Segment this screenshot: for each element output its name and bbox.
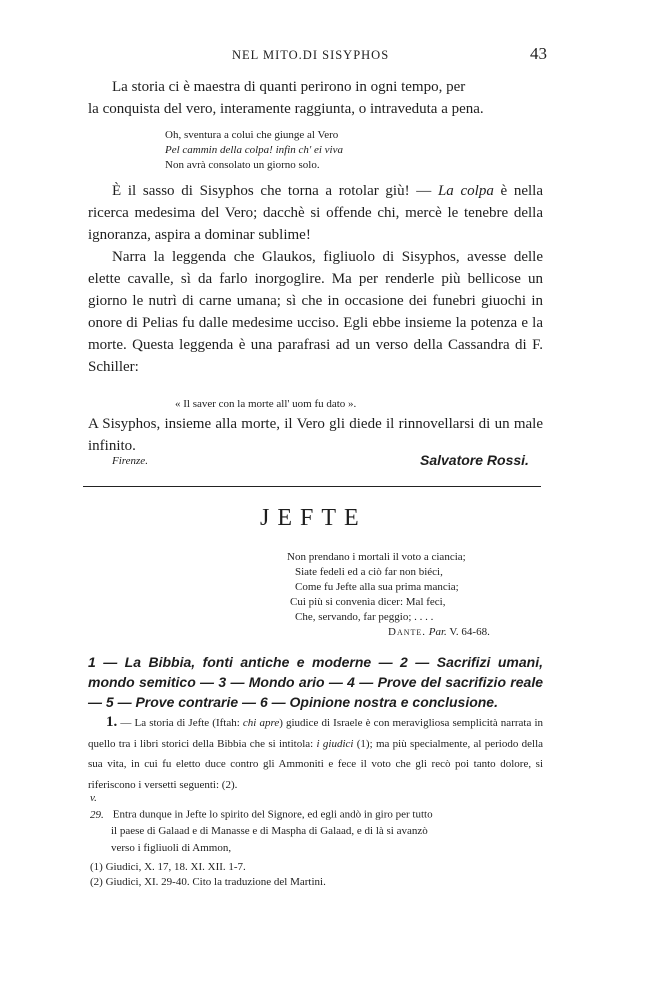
epigraph xyxy=(287,550,466,625)
section-divider xyxy=(83,486,541,487)
chapter-summary: 1 — La Bibbia, fonti antiche e moderne — 2 — Sacrifizi umani, mondo semitico — 3 — Mondo ario — 4 — Prove del sacrifizio reale — 5 — Prove contrarie — 6 — Opinione nostra e conclusione. xyxy=(88,654,543,710)
footnote-2: (2) Giudici, XI. 29-40. Cito la traduzione del Martini. xyxy=(90,876,326,888)
verse-quote-sventura xyxy=(165,128,343,173)
signature-place: Firenze. xyxy=(112,455,148,467)
verse-number: v. 29. xyxy=(90,792,104,821)
epigraph-citation xyxy=(388,626,490,638)
section-text: — La storia di Jefte (Iftah: xyxy=(120,717,240,729)
paragraph-intro-line1: La storia ci è maestra di quanti perirono in ogni tempo, per xyxy=(112,79,466,95)
citation-author: Dante. xyxy=(388,626,427,638)
section-text: ) giudice di Israele è con meravigliosa semplicità narrata in quello tra i libri storici della Bibbia che si intitola: xyxy=(88,717,544,750)
verse-line: Non avrà consolato un giorno solo. xyxy=(165,159,320,171)
citation-work: Par. xyxy=(428,626,447,638)
epigraph-line: Non prendano i mortali il voto a ciancia; xyxy=(287,551,466,563)
paragraph-glaukos: Narra la leggenda che Glaukos, figliuolo di Sisyphos, avesse delle elette cavalle, sì da farlo inorgoglire. Ma per renderle più bellicose un giorno le nutrì di carne umana; sì che in occasione dei funebri giuochi in onore di Pelias fu dalle medesime ucciso. Egli ebbe insieme la potenza e la morte. Questa leggenda è una parafrasi ad un verso della Cassandra di F. Schiller: xyxy=(88,249,543,375)
bible-quote-line: il paese di Galaad e di Manasse e di Maspha di Galaad, e di là si avanzò xyxy=(111,825,428,837)
citation-ref: V. 64-68. xyxy=(449,626,490,638)
paragraph-sasso-start: È il sasso di Sisyphos che torna a rotolar giù! — xyxy=(112,183,432,199)
chapter-title: JEFTE xyxy=(260,505,367,531)
bible-quote-line: verso i figliuoli di Ammon, xyxy=(111,841,232,854)
epigraph-line: Come fu Jefte alla sua prima mancia; xyxy=(295,581,459,593)
epigraph-line: Siate fedeli ed a ciò far non biéci, xyxy=(295,566,443,578)
footnote-1: (1) Giudici, X. 17, 18. XI. XII. 1-7. xyxy=(90,861,246,873)
verse-line: Pel cammin della colpa! infin ch' ei viva xyxy=(165,144,343,156)
section-number: 1. xyxy=(106,714,118,730)
bible-quote xyxy=(90,790,543,856)
signature-name: Salvatore Rossi. xyxy=(420,452,529,468)
paragraph-intro xyxy=(88,76,543,120)
epigraph-line: Che, servando, far peggio; . . . . xyxy=(295,611,434,623)
emphasis-la-colpa: La colpa xyxy=(437,183,494,199)
section-1-paragraph xyxy=(88,712,543,795)
verse-line: Oh, sventura a colui che giunge al Vero xyxy=(165,129,339,141)
paragraph-sasso xyxy=(88,180,543,246)
verse-quote-schiller: « Il saver con la morte all' uom fu dato ». xyxy=(175,398,357,410)
epigraph-line: Cui più si convenìa dicer: Mal feci, xyxy=(290,596,446,608)
page-number: 43 xyxy=(530,44,547,63)
section-text: (1); ma più specialmente, al periodo della sua vita, in cui fu eletto duce contro gli Ammoniti e fece il voto che gli recò poi tanto dolore, si riferiscono i versetti seguenti: (2). xyxy=(88,737,544,791)
footnotes xyxy=(90,860,326,890)
bible-quote-text: Entra dunque in Jefte lo spirito del Signore, ed egli andò in giro per tutto xyxy=(112,808,433,821)
bible-quote-line xyxy=(90,790,543,823)
paragraph-conclusion: A Sisyphos, insieme alla morte, il Vero gli diede il rinnovellarsi di un male infinito. xyxy=(88,416,543,454)
section-text-italic: chi apre xyxy=(242,717,280,729)
section-text-italic: i giudici xyxy=(316,737,354,750)
running-header: NEL MITO.DI SISYPHOS xyxy=(232,48,390,62)
paragraph-sasso-end: è nella ricerca medesima del Vero; dacchè si offende chi, mercè le tenebre della ignoranza, aspira a dominar sublime! xyxy=(88,183,544,243)
paragraph-intro-line2: la conquista del vero, interamente raggiunta, o intraveduta a pena. xyxy=(88,101,484,117)
